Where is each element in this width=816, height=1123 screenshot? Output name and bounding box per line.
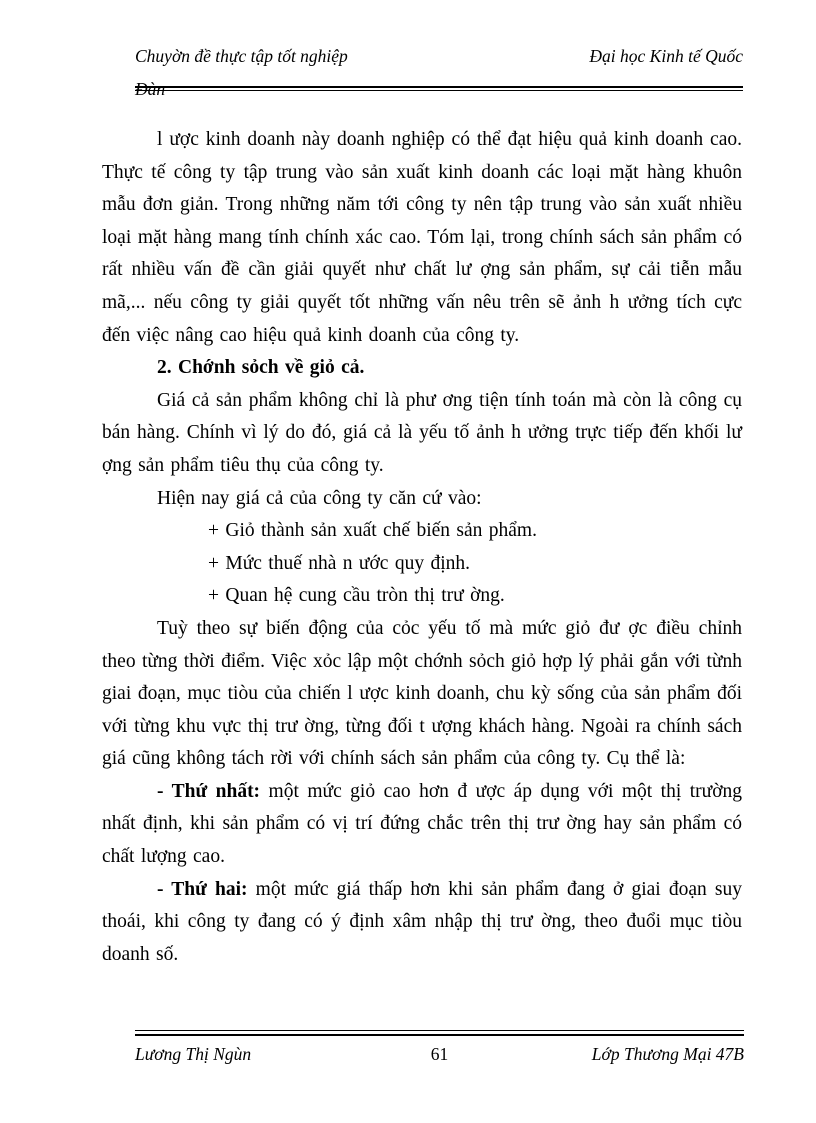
header-wrapped-word: Đàn	[135, 79, 166, 99]
page-header	[135, 44, 743, 103]
header-line1	[135, 44, 743, 68]
footer-double-rule	[135, 1030, 744, 1036]
paragraph-price-adjustment: Tuỳ theo sự biến động của cỏc yếu tố mà mức giỏ đư ợc điều chỉnh theo từng thời điểm. Việc xỏc lập một chớnh sỏch giỏ hợp lý phải gắn với từnh giai đoạn, mục tiòu của chiến l ược kinh doanh, chu kỳ sống của sản phẩm đối với từng khu vực thị trư ờng, từng đối t ượng khách hàng. Ngoài ra chính sách giá cũng không tách rời với chính sách sản phẩm của công ty. Cụ thể là:	[102, 617, 742, 770]
footer-row	[135, 1044, 744, 1065]
header-line2	[135, 77, 743, 103]
paragraph-second-case-lead: - Thứ hai:	[157, 878, 248, 900]
paragraph-business-strategy: l ược kinh doanh này doanh nghiệp có thể đạt hiệu quả kinh doanh cao. Thực tế công ty tập trung vào sản xuất kinh doanh các loại mặt hàng khuôn mẫu đơn giản. Trong những năm tới công ty nên tập trung vào sản xuất nhiều loại mặt hàng mang tính chính xác cao. Tóm lại, trong chính sách sản phẩm có rất nhiều vấn đề cần giải quyết như chất lư ợng sản phẩm, sự cải tiễn mẫu mã,... nếu công ty giải quyết tốt những vấn nêu trên sẽ ảnh h ưởng tích cực đến việc nâng cao hiệu quả kinh doanh của công ty.	[102, 129, 742, 346]
page-footer	[135, 1030, 744, 1065]
paragraph-first-case: - Thứ nhất: một mức giỏ cao hơn đ ược áp dụng với một thị trường nhất định, khi sản phẩm có vị trí đứng chắc trên thị trư ờng hay sản phẩm có chất lượng cao.	[102, 780, 743, 868]
document-body	[102, 124, 742, 971]
header-left-title: Chuyờn đề thực tập tốt nghiệp	[135, 46, 348, 66]
bullet-state-tax: + Mức thuế nhà n ước quy định.	[208, 552, 470, 574]
paragraph-first-case-lead: - Thứ nhất:	[157, 780, 261, 802]
paragraph-second-case: - Thứ hai: một mức giá thấp hơn khi sản phẩm đang ở giai đoạn suy thoái, khi công ty đang có ý định xâm nhập thị trư ờng, theo đuổi mục tiòu doanh số.	[102, 878, 743, 965]
footer-page-number: 61	[430, 1044, 449, 1064]
bullet-production-cost: + Giỏ thành sản xuất chế biến sản phẩm.	[208, 520, 537, 542]
paragraph-price-basis: Hiện nay giá cả của công ty căn cứ vào:	[157, 487, 482, 509]
header-double-rule	[135, 86, 743, 91]
paragraph-price-role: Giá cả sản phẩm không chỉ là phư ơng tiện tính toán mà còn là công cụ bán hàng. Chính vì lý do đó, giá cả là yếu tố ảnh h ưởng trực tiếp đến khối lư ợng sản phẩm tiêu thụ của công ty.	[102, 389, 742, 476]
footer-class-name: Lớp Thương Mại 47B	[591, 1044, 744, 1064]
header-right-title: Đại học Kinh tế Quốc	[589, 46, 743, 66]
footer-author: Lương Thị Ngùn	[135, 1044, 252, 1064]
heading-price-policy: 2. Chớnh sỏch về giỏ cả.	[157, 357, 365, 379]
bullet-supply-demand: + Quan hệ cung cầu tròn thị trư ờng.	[208, 585, 505, 607]
